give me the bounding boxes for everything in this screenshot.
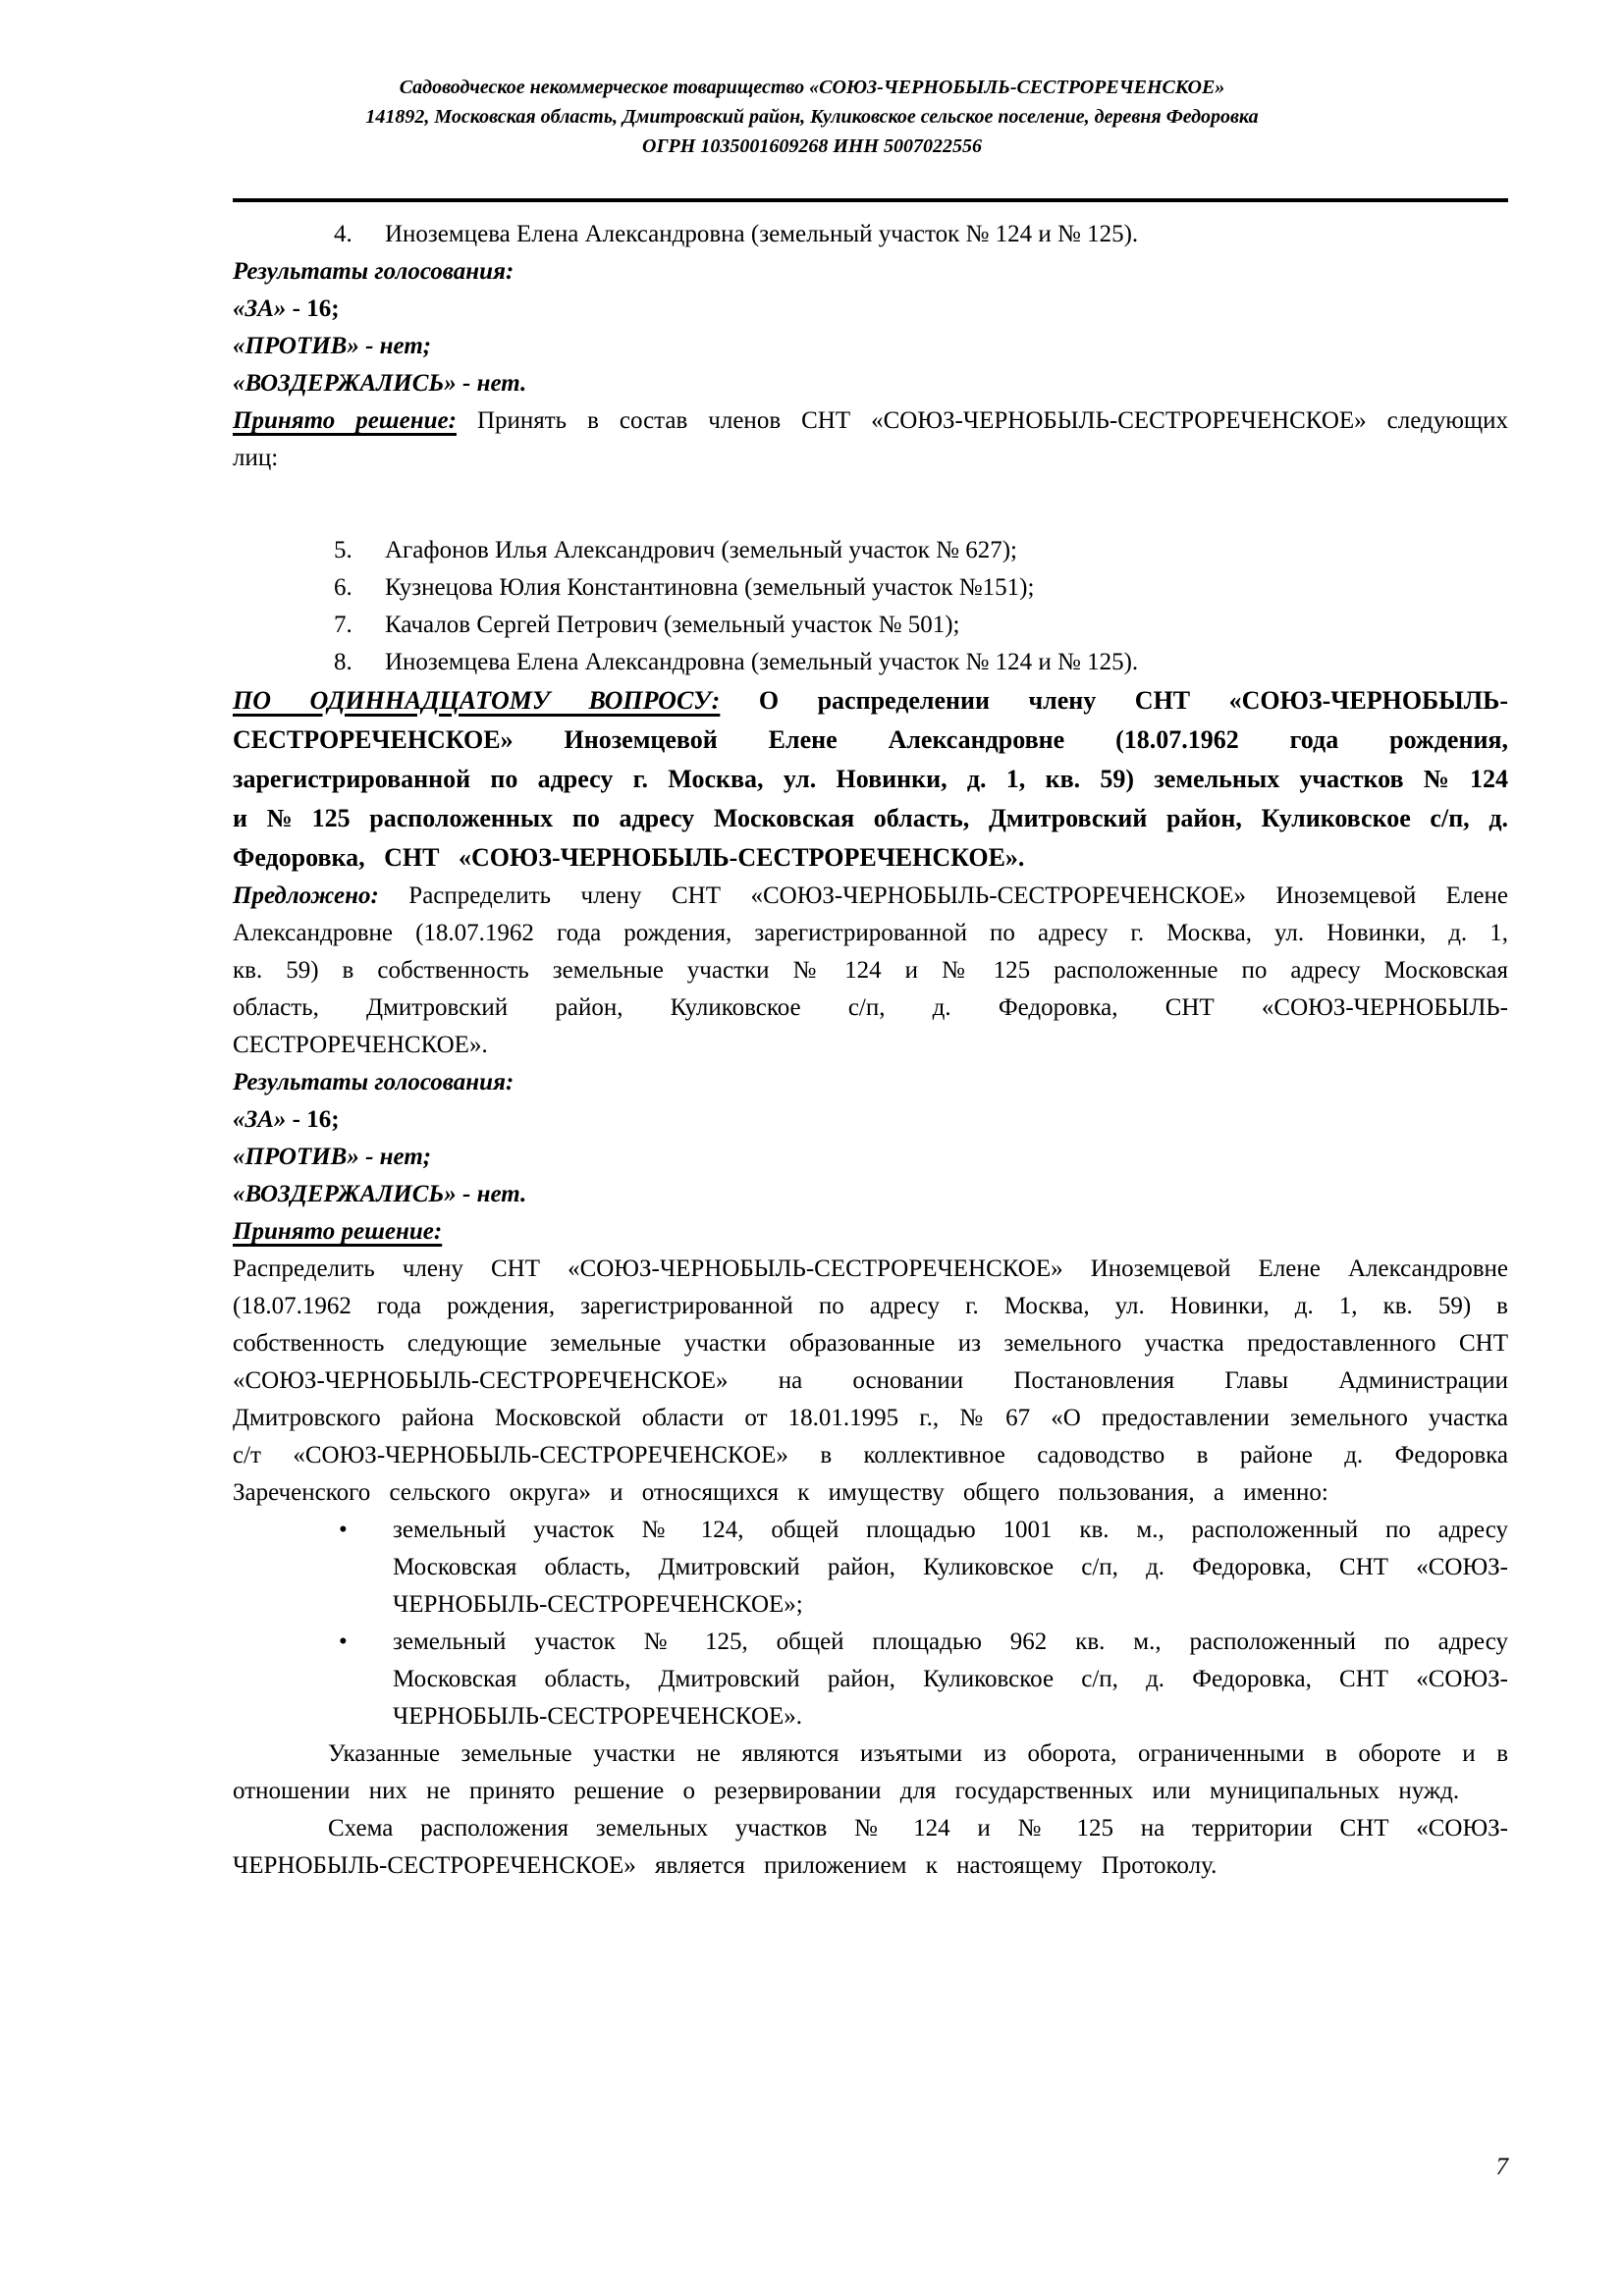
list-item-number: 4. xyxy=(334,221,352,247)
list-item-text: Агафонов Илья Александрович (земельный участок № 627); xyxy=(385,537,1017,563)
bullet-icon: • xyxy=(339,1517,348,1543)
list-item-text: Иноземцева Елена Александровна (земельный участок № 124 и № 125). xyxy=(385,221,1139,247)
proposed-paragraph xyxy=(233,878,1508,1064)
letterhead-address: 141892, Московская область, Дмитровский район, Куликовское сельское поселение, деревня Федоровка xyxy=(365,106,1259,128)
plot-item-text: земельный участок № 125, общей площадью 962 кв. м., расположенный по адресу Московская область, Дмитровский район, Куликовское с/п, д. Федоровка, СНТ «СОЮЗ-ЧЕРНОБЫЛЬ-СЕСТРОРЕЧЕНСКОЕ». xyxy=(393,1629,1508,1730)
list-item-text: Качалов Сергей Петрович (земельный участок № 501); xyxy=(385,612,960,638)
letterhead xyxy=(0,0,1624,161)
list-item-number: 6. xyxy=(334,574,352,601)
plot-item-text: земельный участок № 124, общей площадью 1001 кв. м., расположенный по адресу Московская область, Дмитровский район, Куликовское с/п, д. Федоровка, СНТ «СОЮЗ-ЧЕРНОБЫЛЬ-СЕСТРОРЕЧЕНСКОЕ»; xyxy=(393,1517,1508,1618)
voting-results-title-1: Результаты голосования: xyxy=(233,258,514,285)
plot-item-124 xyxy=(233,1512,1508,1624)
list-item-text: Кузнецова Юлия Константиновна (земельный участок №151); xyxy=(385,574,1035,601)
list-item-4 xyxy=(233,216,1508,253)
question-11-heading-label: ПО ОДИННАДЦАТОМУ ВОПРОСУ: xyxy=(233,686,721,715)
question-11-heading-text: О распределении члену СНТ «СОЮЗ-ЧЕРНОБЫЛЬ-СЕСТРОРЕЧЕНСКОЕ» Иноземцевой Елене Александровне (18.07.1962 года рождения, зарегистрированной по адресу г. Москва, ул. Новинки, д. 1, кв. 59) земельных участков № 124 и № 125 расположенных по адресу Московская область, Дмитровский район, Куликовское с/п, д. Федоровка, СНТ «СОЮЗ-ЧЕРНОБЫЛЬ-СЕСТРОРЕЧЕНСКОЕ». xyxy=(233,686,1508,872)
list-item-text: Иноземцева Елена Александровна (земельный участок № 124 и № 125). xyxy=(385,649,1139,675)
decision-text: Принять в состав членов СНТ «СОЮЗ-ЧЕРНОБЫЛЬ-СЕСТРОРЕЧЕНСКОЕ» следующих лиц: xyxy=(233,407,1509,471)
decision-paragraph-2: Распределить члену СНТ «СОЮЗ-ЧЕРНОБЫЛЬ-СЕСТРОРЕЧЕНСКОЕ» Иноземцевой Елене Александровне (18.07.1962 года рождения, зарегистрированной по адресу г. Москва, ул. Новинки, д. 1, кв. 59) в собственность следующие земельные участки образованные из земельного участка предоставленного СНТ «СОЮЗ-ЧЕРНОБЫЛЬ-СЕСТРОРЕЧЕНСКОЕ» на основании Постановления Главы Администрации Дмитровского района Московской области от 18.01.1995 г., № 67 «О предоставлении земельного участка с/т «СОЮЗ-ЧЕРНОБЫЛЬ-СЕСТРОРЕЧЕНСКОЕ» в коллективное садоводство в районе д. Федоровка Зареченского сельского округа» и относящихся к имуществу общего пользования, а именно: xyxy=(233,1255,1508,1506)
page-number: 7 xyxy=(1495,2154,1508,2180)
list-item-number: 8. xyxy=(334,649,352,675)
list-item-6 xyxy=(233,569,1508,607)
list-item-8 xyxy=(233,644,1508,681)
voting-results-title-2: Результаты голосования: xyxy=(233,1069,514,1095)
letterhead-org-name: Садоводческое некоммерческое товарищество «СОЮЗ-ЧЕРНОБЫЛЬ-СЕСТРОРЕЧЕНСКОЕ» xyxy=(399,77,1225,98)
document-body xyxy=(233,216,1508,1885)
vote-protiv-2: «ПРОТИВ» - нет; xyxy=(233,1144,432,1170)
paragraph-scheme: Схема расположения земельных участков № 124 и № 125 на территории СНТ «СОЮЗ-ЧЕРНОБЫЛЬ-СЕСТРОРЕЧЕНСКОЕ» является приложением к настоящему Протоколу. xyxy=(233,1815,1508,1879)
list-item-number: 5. xyxy=(334,537,352,563)
vote-protiv-1: «ПРОТИВ» - нет; xyxy=(233,333,432,359)
letterhead-ogrn-inn: ОГРН 1035001609268 ИНН 5007022556 xyxy=(642,135,982,157)
decision-label: Принято решение: xyxy=(233,407,457,434)
members-list xyxy=(233,532,1508,681)
question-11-heading xyxy=(233,681,1508,878)
plot-item-125 xyxy=(233,1624,1508,1735)
list-item-number: 7. xyxy=(334,612,352,638)
decision-label-2: Принято решение: xyxy=(233,1218,443,1245)
vote-za-1: «ЗА» - 16; xyxy=(233,295,340,322)
decision-paragraph-1 xyxy=(233,402,1508,477)
vote-za-2: «ЗА» - 16; xyxy=(233,1106,340,1133)
proposed-label: Предложено: xyxy=(233,882,379,909)
plots-list xyxy=(233,1512,1508,1735)
proposed-text: Распределить члену СНТ «СОЮЗ-ЧЕРНОБЫЛЬ-СЕСТРОРЕЧЕНСКОЕ» Иноземцевой Елене Александровне (18.07.1962 года рождения, зарегистрированной по адресу г. Москва, ул. Новинки, д. 1, кв. 59) в собственность земельные участки № 124 и № 125 расположенные по адресу Московская область, Дмитровский район, Куликовское с/п, д. Федоровка, СНТ «СОЮЗ-ЧЕРНОБЫЛЬ-СЕСТРОРЕЧЕНСКОЕ». xyxy=(233,882,1508,1058)
list-item-7 xyxy=(233,607,1508,644)
list-item-5 xyxy=(233,532,1508,569)
bullet-icon: • xyxy=(339,1629,348,1655)
vote-vozderzhalis-2: «ВОЗДЕРЖАЛИСЬ» - нет. xyxy=(233,1181,527,1207)
header-divider xyxy=(233,198,1508,202)
paragraph-not-restricted: Указанные земельные участки не являются изъятыми из оборота, ограниченными в обороте и в отношении них не принято решение о резервировании для государственных или муниципальных нужд. xyxy=(233,1740,1508,1804)
vote-vozderzhalis-1: «ВОЗДЕРЖАЛИСЬ» - нет. xyxy=(233,370,527,397)
